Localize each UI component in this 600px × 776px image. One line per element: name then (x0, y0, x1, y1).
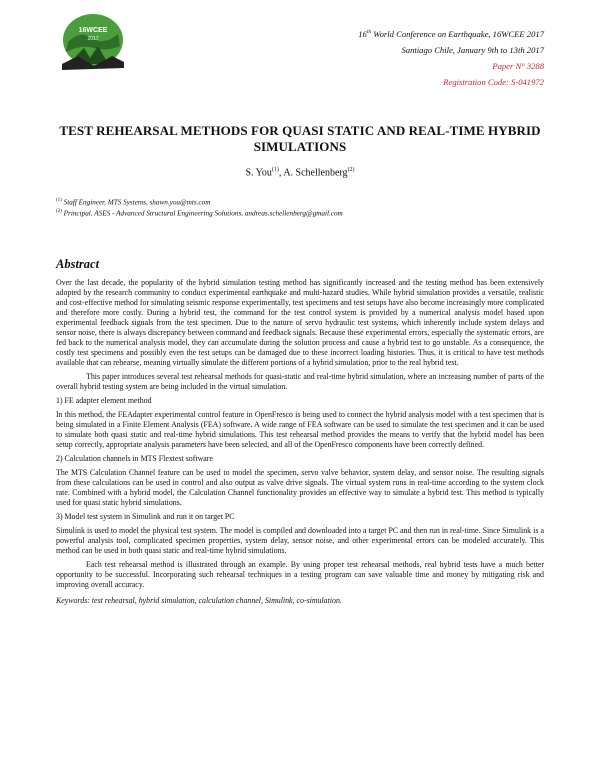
method-2-text: The MTS Calculation Channel feature can be used to model the specimen, servo valve behavior, system delay, and sensor noise. The resulting signals from these calculations can be used in control and also output as valve drive signals. The virtual system runs in real-time according to the system clock rate. Combined with a hybrid model, the Calculation Channel functionality provides an effective way to simulate a hybrid test. This method is typically used for quasi static hybrid simulations. (56, 468, 544, 507)
author-2: A. Schellenberg (283, 167, 348, 179)
method-1-text: In this method, the FEAdapter experimental control feature in OpenFresco is being used to connect the hybrid analysis model with a test specimen that is being simulated in a Finite Element Analysis (FEA) software. A wide range of FEA software can be used to simulate the test specimen and it can be used to simulate both quasi static and real-time hybrid simulations. This test rehearsal method provides the means to verify that the hybrid model has been setup correctly, appropriate analysis parameters have been selected, and all of the OpenFresco components have been correctly defined. (56, 410, 544, 449)
conference-info (358, 24, 544, 90)
abstract-heading: Abstract (56, 257, 100, 271)
wcee-logo-graphic (58, 12, 128, 72)
conference-line-1: 16th World Conference on Earthquake, 16WCEE 2017 (358, 28, 544, 39)
method-3-heading: 3) Model test system in Simulink and run it on target PC (56, 512, 235, 521)
paper-number: Paper N° 3288 (492, 60, 544, 71)
author-line: S. You$^{(1)}$, A. Schellenberg$^{(2)}$ (245, 167, 355, 179)
abstract-paragraph-1: Over the last decade, the popularity of the hybrid simulation testing method has significantly increased and the testing method has been extensively adopted by the research community to conduct experimental earthquake and multi-hazard studies. While hybrid simulation provides a versatile, realistic and cost-effective method for simulating seismic response experimentally, test specimens and test setups have also become increasingly more complicated and therefore more costly. During a hybrid test, the command for the test control system is provided by a numerical analysis model based upon experimental feedback signals from the test specimen. Due to the nature of servo hydraulic test systems, which inherently include system delays and sensor noise, there is always discrepancy between command and feedback signals. Because these experimental errors, especially the systematic errors, are fed back to the numerical analysis model, they can accumulate during the solution process and cause a hybrid test to go unstable. As a consequence, the costly test specimens and possibly even the test setups can be damaged due to these incorrect loading histories. Thus, it is critical to have test methods available that can rehearse, meaning virtually simulate the different portions of a hybrid simulation, prior to the real hybrid test. (56, 278, 544, 367)
conference-line-2: Santiago Chile, January 9th to 13th 2017 (401, 44, 544, 55)
affiliation-1: $^{(1)}$ Staff Engineer, MTS Systems, shawn.you@mts.com (56, 198, 211, 207)
conclusion-paragraph: Each test rehearsal method is illustrated through an example. By using proper test rehearsal methods, real hybrid tests have a much better opportunity to be successful. Incorporating such rehearsal techniques in a testing program can save valuable time and money by mitigating risk and improving overall accuracy. (56, 560, 544, 589)
conference-logo (58, 12, 128, 72)
logo-lettering-2: 2017 (87, 36, 99, 42)
method-2-heading: 2) Calculation channels in MTS Flextest software (56, 454, 213, 463)
keywords: Keywords: test rehearsal, hybrid simulation, calculation channel, Simulink, co-simulation. (56, 596, 342, 605)
author-2-ref: (2) (347, 167, 355, 173)
affiliations (56, 196, 343, 219)
abstract-body (56, 278, 544, 610)
paper-title: TEST REHEARSAL METHODS FOR QUASI STATIC AND REAL-TIME HYBRID SIMULATIONS (59, 123, 541, 154)
method-1-heading: 1) FE adapter element method (56, 396, 152, 405)
logo-lettering: 16WCEE (78, 27, 108, 34)
affiliation-2: $^{(2)}$ Principal, ASES - Advanced Structural Engineering Solutions, andreas.schellenberg@gmail.com (56, 209, 343, 218)
author-1: S. You (245, 167, 272, 179)
author-1-ref: (1) (271, 167, 279, 173)
method-3-text: Simulink is used to model the physical test system. The model is compiled and downloaded into a target PC and then run in real-time. Since Simulink is a powerful analysis tool, complicated specimen properties, system delay, sensor noise, and other experimental errors can be modeled accurately. This method can be used in both quasi static and real-time hybrid simulations. (56, 526, 544, 555)
registration-code: Registration Code: S-041972 (443, 76, 544, 87)
abstract-paragraph-2: This paper introduces several test rehearsal methods for quasi-static and real-time hybrid simulation, where an increasing number of parts of the overall hybrid testing system are being included in the virtual simulation. (56, 372, 544, 391)
